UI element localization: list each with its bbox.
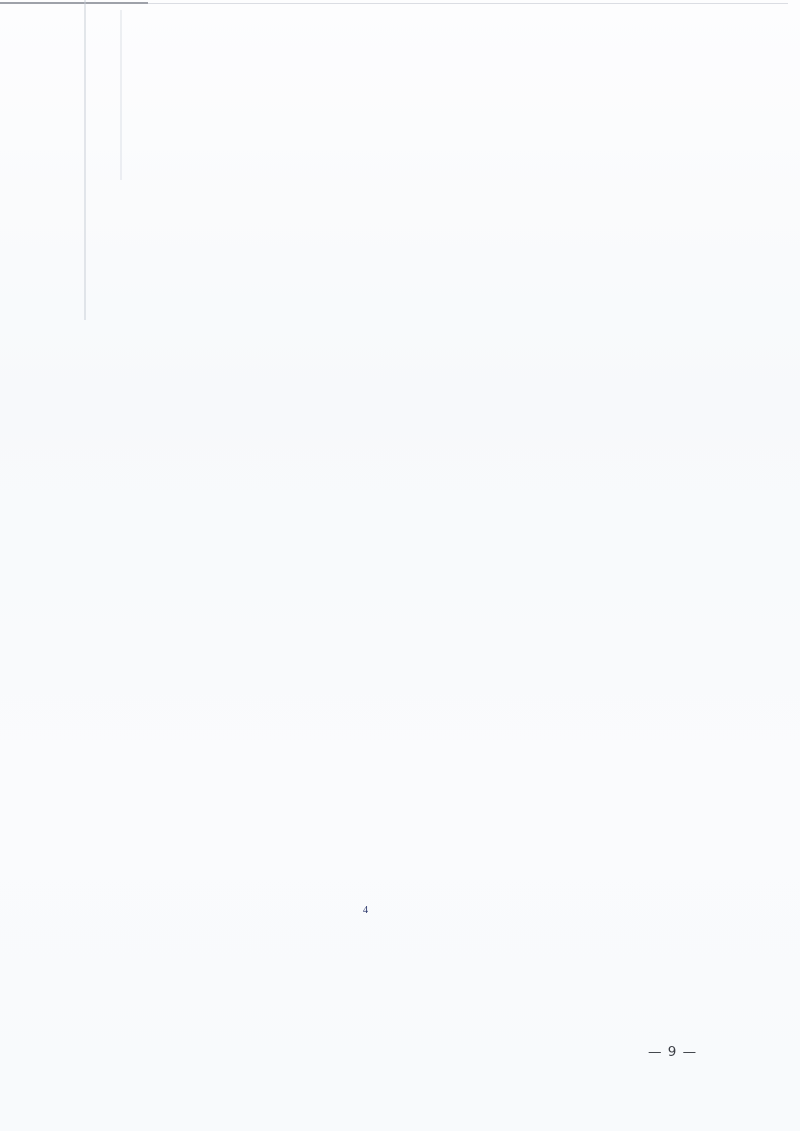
inner-page-number: 4 bbox=[362, 905, 369, 916]
scan-artifact-left-line bbox=[84, 0, 86, 320]
scan-artifact-top-line bbox=[0, 2, 148, 4]
corner-page-number: — 9 — bbox=[648, 1044, 698, 1060]
scan-artifact-left-line-faint bbox=[120, 10, 122, 180]
scan-artifact-top-line-faint bbox=[148, 3, 788, 4]
